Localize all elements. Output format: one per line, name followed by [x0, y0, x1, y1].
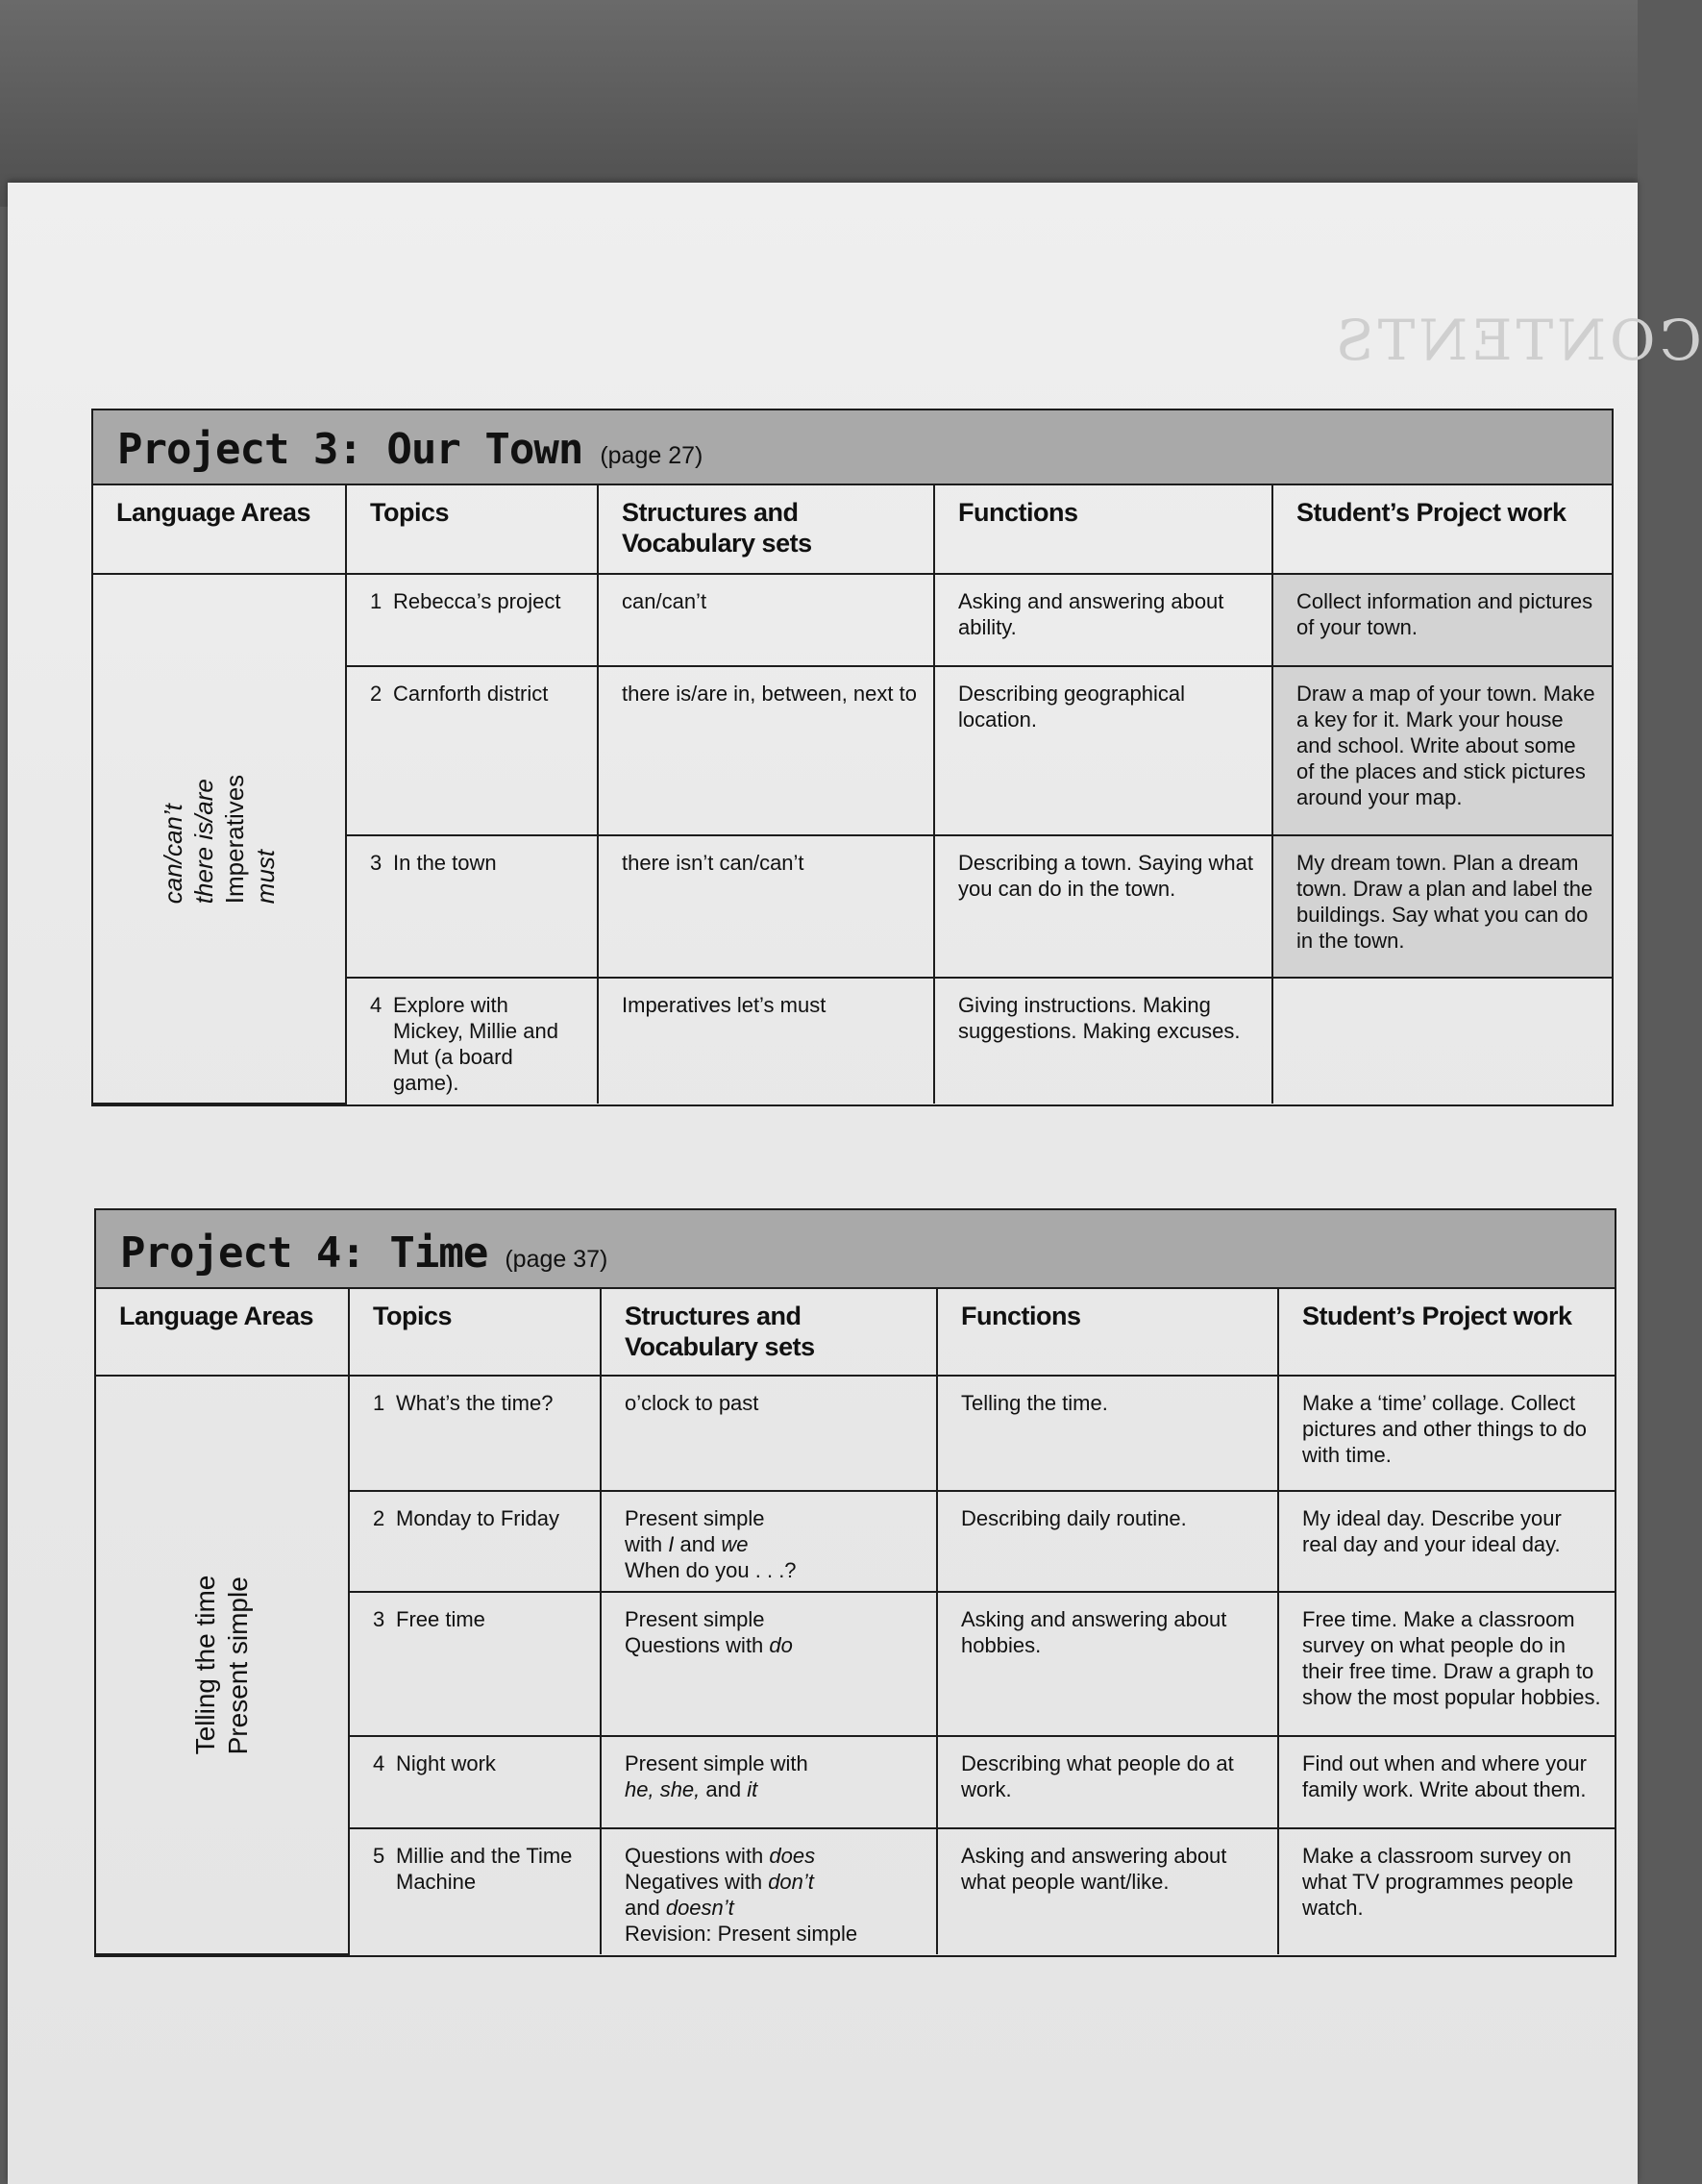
functions-cell: Asking and answering about what people want/like. — [937, 1828, 1278, 1954]
project-4-header — [96, 1210, 1615, 1289]
project-title: Project 3: Our Town — [117, 425, 583, 474]
language-area: can/can’t — [159, 803, 187, 904]
structures-cell: Present simple with I and we When do you . . .? — [601, 1491, 937, 1592]
structures-cell: Present simple Questions with do — [601, 1592, 937, 1736]
functions-cell: Describing daily routine. — [937, 1491, 1278, 1592]
project-work-cell: Draw a map of your town. Make a key for it. Mark your house and school. Write about some of the places and stick pictures around your map. — [1272, 666, 1612, 835]
header-topics: Topics — [346, 485, 598, 574]
show-through-text: CONTENTS — [1332, 308, 1702, 373]
project-work-cell: Find out when and where your family work. Write about them. — [1278, 1736, 1615, 1828]
functions-cell: Describing geographical location. — [934, 666, 1272, 835]
functions-cell: Giving instructions. Making suggestions. Making excuses. — [934, 978, 1272, 1104]
language-area: there is/are — [189, 778, 218, 904]
language-area: Telling the time — [190, 1575, 220, 1755]
language-areas-cell — [96, 1376, 349, 1954]
table-row — [93, 574, 1612, 666]
topic-cell: 4 Night work — [349, 1736, 601, 1828]
structures-cell: Questions with does Negatives with don’t and doesn’t Revision: Present simple — [601, 1828, 937, 1954]
structures-cell: there is/are in, between, next to — [598, 666, 934, 835]
project-work-cell: My dream town. Plan a dream town. Draw a plan and label the buildings. Say what you can do in the town. — [1272, 835, 1612, 978]
header-structures: Structures and Vocabulary sets — [601, 1289, 937, 1376]
header-project-work: Student’s Project work — [1278, 1289, 1615, 1376]
header-project-work: Student’s Project work — [1272, 485, 1612, 574]
header-topics: Topics — [349, 1289, 601, 1376]
topic-cell: 2 Monday to Friday — [349, 1491, 601, 1592]
topic-cell: 2 Carnforth district — [346, 666, 598, 835]
project-title: Project 4: Time — [120, 1228, 488, 1278]
project-page-ref: (page 37) — [505, 1246, 608, 1273]
project-4-table — [94, 1208, 1616, 1957]
project-work-cell: Free time. Make a classroom survey on what people do in their free time. Draw a graph to show the most popular hobbies. — [1278, 1592, 1615, 1736]
topic-cell: 5 Millie and the Time Machine — [349, 1828, 601, 1954]
topic-cell: 1 Rebecca’s project — [346, 574, 598, 666]
syllabus-table — [93, 485, 1612, 1104]
header-functions: Functions — [937, 1289, 1278, 1376]
project-page-ref: (page 27) — [600, 442, 703, 469]
project-work-cell: Make a classroom survey on what TV programmes people watch. — [1278, 1828, 1615, 1954]
functions-cell: Asking and answering about ability. — [934, 574, 1272, 666]
background-surface — [0, 0, 1638, 207]
language-area: Present simple — [223, 1576, 253, 1755]
structures-cell: Present simple with he, she, and it — [601, 1736, 937, 1828]
language-area: must — [251, 849, 280, 904]
project-work-cell: Make a ‘time’ collage. Collect pictures and other things to do with time. — [1278, 1376, 1615, 1491]
header-language-areas: Language Areas — [93, 485, 346, 574]
header-language-areas: Language Areas — [96, 1289, 349, 1376]
topic-cell: 4 Explore with Mickey, Millie and Mut (a board game). — [346, 978, 598, 1104]
structures-cell: Imperatives let’s must — [598, 978, 934, 1104]
syllabus-table — [96, 1289, 1615, 1955]
language-area: Imperatives — [220, 774, 249, 904]
structures-cell: can/can’t — [598, 574, 934, 666]
topic-cell: 1 What’s the time? — [349, 1376, 601, 1491]
topic-cell: 3 In the town — [346, 835, 598, 978]
functions-cell: Describing a town. Saying what you can do in the town. — [934, 835, 1272, 978]
language-areas-cell — [93, 574, 346, 1104]
table-row — [96, 1376, 1615, 1491]
structures-cell: there isn’t can/can’t — [598, 835, 934, 978]
project-3-table — [91, 409, 1614, 1106]
header-functions: Functions — [934, 485, 1272, 574]
structures-cell: o’clock to past — [601, 1376, 937, 1491]
topic-cell: 3 Free time — [349, 1592, 601, 1736]
project-work-cell: My ideal day. Describe your real day and your ideal day. — [1278, 1491, 1615, 1592]
functions-cell: Describing what people do at work. — [937, 1736, 1278, 1828]
header-structures: Structures and Vocabulary sets — [598, 485, 934, 574]
project-3-header — [93, 410, 1612, 485]
project-work-cell: Collect information and pictures of your town. — [1272, 574, 1612, 666]
functions-cell: Telling the time. — [937, 1376, 1278, 1491]
project-work-cell — [1272, 978, 1612, 1104]
functions-cell: Asking and answering about hobbies. — [937, 1592, 1278, 1736]
